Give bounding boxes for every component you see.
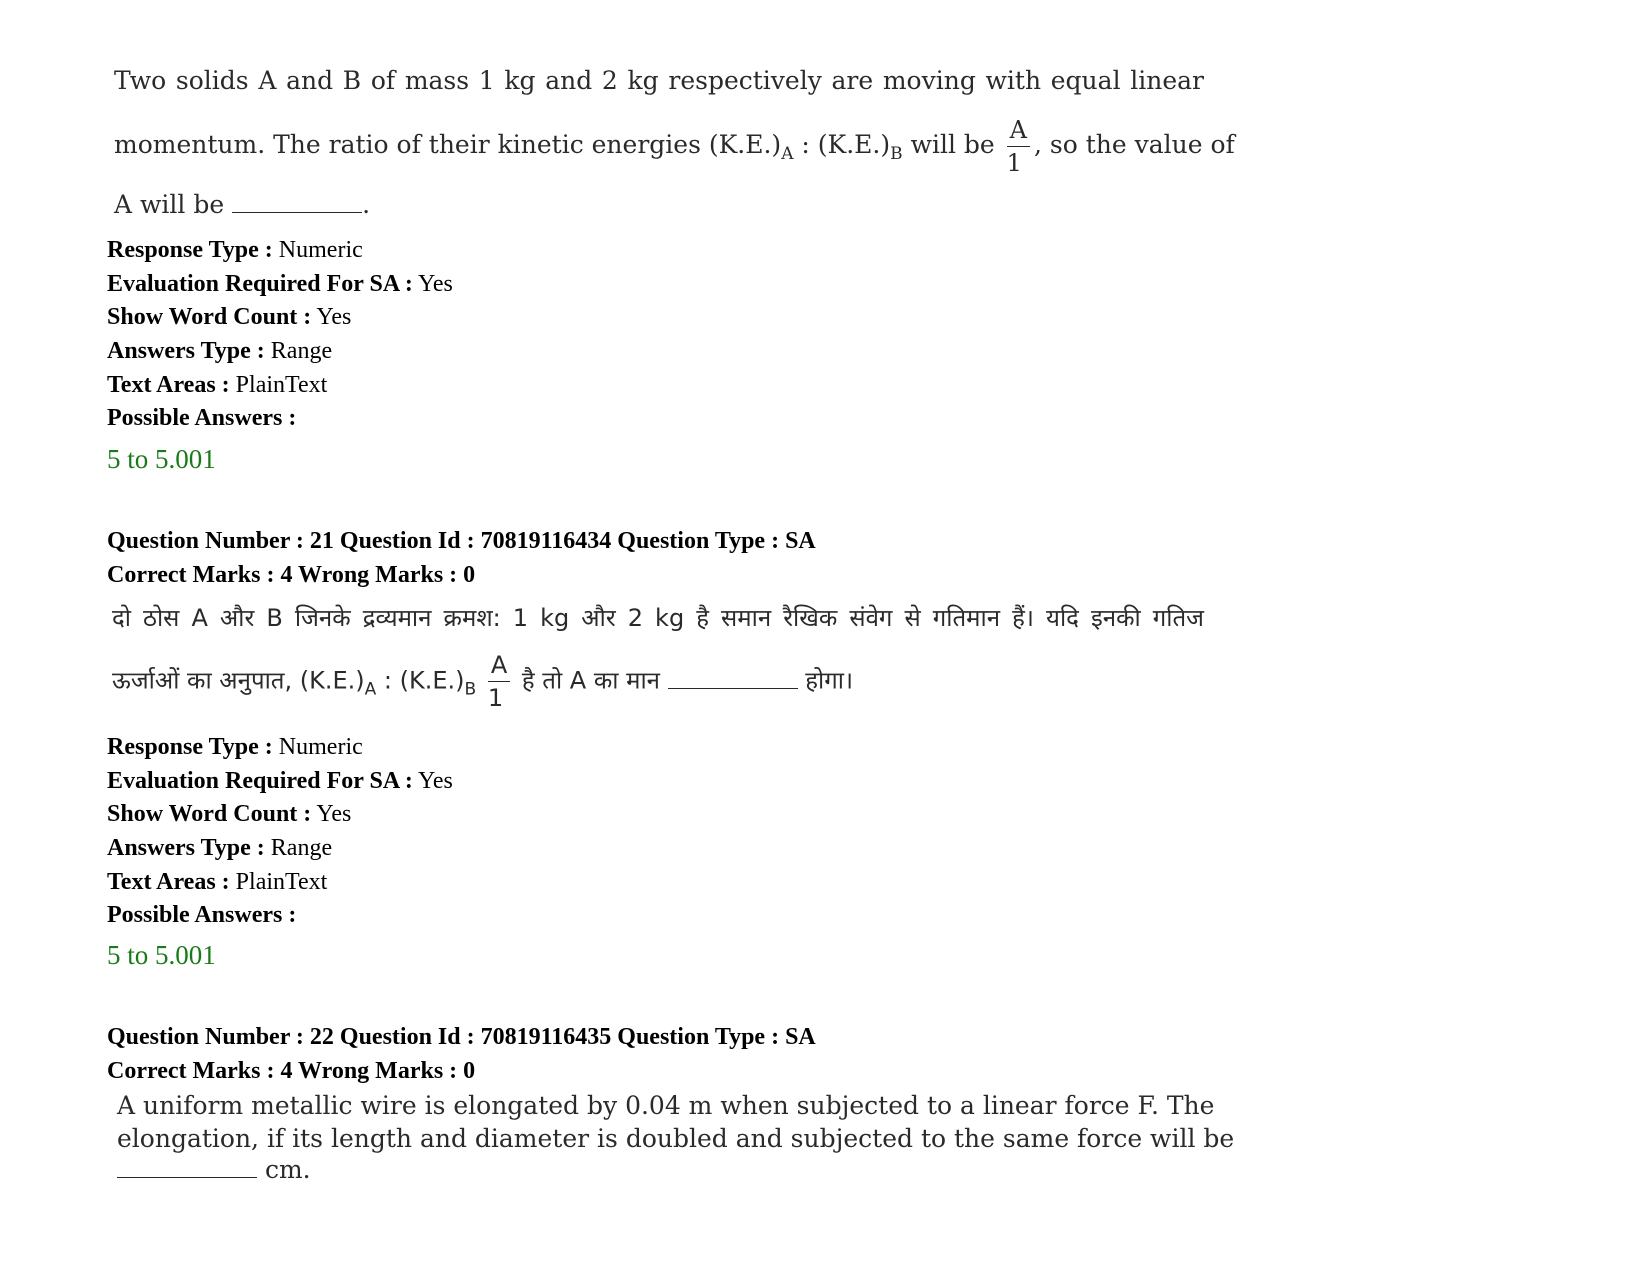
q20-will-be: will be [910, 130, 995, 159]
q21-ke-text: ऊर्जाओं का अनुपात, (K.E.) [112, 666, 365, 695]
q20-text-line-2 [114, 116, 1235, 177]
q21-fraction [488, 653, 510, 710]
q20-text-line-3 [114, 190, 1204, 219]
q21-hoga: होगा। [805, 666, 854, 695]
q20-possible-answer-value: 5 to 5.001 [107, 444, 216, 474]
q20-sub-a: A [781, 144, 794, 164]
q21-answers-type: Answers Type : Range [107, 835, 333, 861]
q20-sub-b: B [890, 144, 903, 164]
q21-header: Question Number : 21 Question Id : 70819116434 Question Type : SA [107, 528, 816, 554]
answer-blank [668, 687, 798, 689]
q20-a-will-be: A will be [114, 190, 225, 219]
q21-possible-answers-label: Possible Answers : [107, 902, 297, 928]
q20-so-value: , so the value of [1034, 130, 1235, 159]
q21-response-type: Response Type : Numeric [107, 734, 363, 760]
q21-text-line-1: दो ठोस A और B जिनके द्रव्यमान क्रमश: 1 kg और 2 kg है समान रैखिक संवेग से गतिमान हैं। यदि इनकी गतिज [112, 604, 1204, 632]
q20-response-type: Response Type : Numeric [107, 237, 363, 263]
q21-frac-den: 1 [487, 684, 504, 712]
q20-ke-text: momentum. The ratio of their kinetic energies (K.E.) [114, 130, 782, 159]
q20-fraction [1007, 118, 1030, 175]
q21-sub-a: A [364, 679, 377, 700]
q20-ke-text-b: : (K.E.) [793, 130, 891, 159]
q22-unit: cm. [264, 1155, 311, 1184]
answer-blank [232, 211, 362, 213]
q21-value-text: है तो A का मान [521, 666, 660, 695]
q21-marks: Correct Marks : 4 Wrong Marks : 0 [107, 562, 476, 588]
q20-possible-answers-label: Possible Answers : [107, 405, 297, 431]
q22-header: Question Number : 22 Question Id : 70819116435 Question Type : SA [107, 1024, 816, 1050]
q21-ke-text-b: : (K.E.) [376, 666, 465, 695]
q20-frac-den: 1 [1006, 149, 1022, 177]
q22-text-line-1: A uniform metallic wire is elongated by 0.04 m when subjected to a linear force F. The [117, 1091, 1215, 1120]
q20-text-line-1: Two solids A and B of mass 1 kg and 2 kg respectively are moving with equal linear [114, 66, 1204, 95]
q20-frac-num: A [1007, 118, 1030, 147]
q21-evaluation-required: Evaluation Required For SA : Yes [107, 768, 453, 794]
q20-answers-type: Answers Type : Range [107, 338, 333, 364]
q20-show-word-count: Show Word Count : Yes [107, 304, 352, 330]
q22-text-line-2: elongation, if its length and diameter is doubled and subjected to the same force will be [117, 1124, 1235, 1153]
q20-evaluation-required: Evaluation Required For SA : Yes [107, 271, 453, 297]
q21-frac-num: A [488, 653, 510, 682]
q20-period: . [362, 190, 371, 219]
q20-text-areas: Text Areas : PlainText [107, 372, 328, 398]
q21-text-areas: Text Areas : PlainText [107, 869, 328, 895]
q22-marks: Correct Marks : 4 Wrong Marks : 0 [107, 1058, 476, 1084]
q21-text-line-2 [112, 653, 1202, 710]
q22-text-line-3 [117, 1155, 1207, 1184]
answer-blank [117, 1176, 257, 1178]
q21-sub-b: B [464, 679, 477, 700]
q21-possible-answer-value: 5 to 5.001 [107, 940, 216, 970]
q21-show-word-count: Show Word Count : Yes [107, 801, 352, 827]
